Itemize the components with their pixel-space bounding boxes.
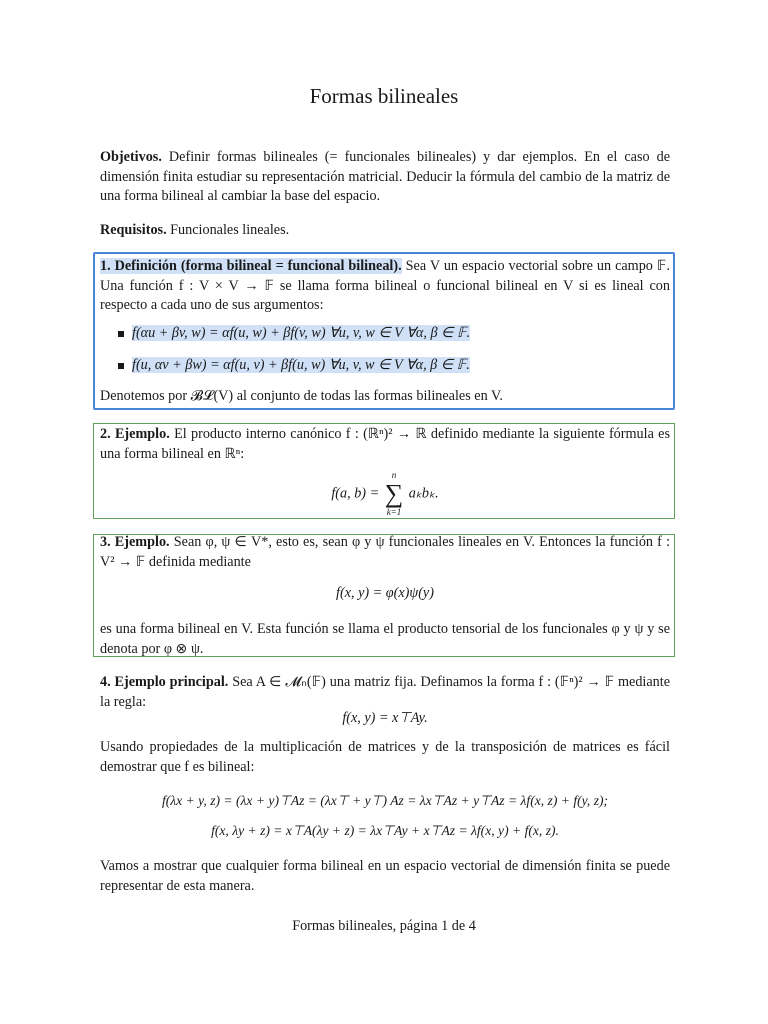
- example-4-equation-1: f(λx + y, z) = (λx + y)⊤Az = (λx⊤ + y⊤) Az = λx⊤Az + y⊤Az = λf(x, z) + f(y, z);: [161, 793, 609, 808]
- requisitos-label: Requisitos.: [100, 222, 167, 238]
- sum-symbol: [385, 470, 404, 518]
- definition-closing: [100, 387, 670, 407]
- example-4-paragraph: [100, 673, 670, 712]
- example-2-paragraph: [100, 425, 670, 464]
- bullet-1-text: f(αu + βv, w) = αf(u, w) + βf(v, w) ∀u, v, w ∈ V ∀α, β ∈ 𝔽.: [132, 325, 471, 341]
- example-2-label: 2. Ejemplo.: [100, 426, 170, 442]
- sum-upper-limit: n: [391, 470, 397, 480]
- example-2-text: El producto interno canónico f : (ℝⁿ)² → ℝ definido mediante la siguiente fórmula es una forma bilineal en ℝⁿ:: [100, 426, 671, 462]
- definition-label: 1. Definición (forma bilineal = funcional bilineal).: [100, 258, 402, 274]
- objetivos-paragraph: [100, 148, 670, 207]
- example-4-label: 4. Ejemplo principal.: [100, 674, 229, 690]
- definition-bullet-1: [118, 325, 470, 342]
- example-2-formula: [100, 470, 670, 518]
- example-3-formula: f(x, y) = φ(x)ψ(y): [336, 585, 434, 601]
- page-footer: Formas bilineales, página 1 de 4: [292, 918, 476, 934]
- objetivos-text: Definir formas bilineales (= funcionales bilineales) y dar ejemplos. En el caso de dimensión finita estudiar su representación matricial. Deducir la fórmula del cambio de la matriz de una forma bilineal al cambiar la base del espacio.: [100, 149, 670, 204]
- example-4-formula: f(x, y) = x⊤Ay.: [342, 710, 428, 726]
- definition-text: Sea V un espacio vectorial sobre un campo 𝔽. Una función f : V × V → 𝔽 se llama forma bilineal o funcional bilineal en V si es lineal con respecto a cada uno de sus argumentos:: [100, 258, 670, 313]
- formula-left: f(a, b) =: [331, 485, 380, 502]
- page-title: Formas bilineales: [309, 84, 459, 108]
- example-3-text: Sean φ, ψ ∈ V*, esto es, sean φ y ψ funcionales lineales en V. Entonces la función f : V² → 𝔽 definida mediante: [100, 534, 671, 570]
- definition-closing-text: Denotemos por 𝓑𝓛(V) al conjunto de todas las formas bilineales en V.: [100, 388, 503, 404]
- formula-right: aₖbₖ.: [408, 485, 439, 502]
- example-4-equation-2: f(x, λy + z) = x⊤A(λy + z) = λx⊤Ay + x⊤Az = λf(x, y) + f(x, z).: [211, 823, 559, 838]
- example-4-closing: Vamos a mostrar que cualquier forma bilineal en un espacio vectorial de dimensión finita se puede representar de esta manera.: [100, 858, 670, 894]
- bullet-square-icon: [118, 331, 124, 337]
- sigma-icon: ∑: [384, 479, 404, 508]
- objetivos-label: Objetivos.: [100, 149, 162, 165]
- definition-paragraph: [100, 257, 670, 316]
- definition-bullet-2: [118, 357, 470, 374]
- example-4-text-2: Usando propiedades de la multiplicación de matrices y de la transposición de matrices es fácil demostrar que f es bilineal:: [100, 739, 670, 775]
- example-4-text: Sea A ∈ 𝓜ₙ(𝔽) una matriz fija. Definamos la forma f : (𝔽ⁿ)² → 𝔽 mediante la regla:: [100, 674, 670, 710]
- bullet-2-text: f(u, αv + βw) = αf(u, v) + βf(u, w) ∀u, v, w ∈ V ∀α, β ∈ 𝔽.: [132, 357, 470, 373]
- example-3-label: 3. Ejemplo.: [100, 534, 170, 550]
- example-3-paragraph: [100, 533, 670, 572]
- bullet-square-icon: [118, 363, 124, 369]
- requisitos-text: Funcionales lineales.: [170, 222, 290, 238]
- requisitos-paragraph: [100, 221, 670, 241]
- example-3-closing: es una forma bilineal en V. Esta función se llama el producto tensorial de los funcionales φ y ψ y se denota por φ ⊗ ψ.: [100, 621, 670, 657]
- sum-lower-limit: k=1: [386, 507, 402, 517]
